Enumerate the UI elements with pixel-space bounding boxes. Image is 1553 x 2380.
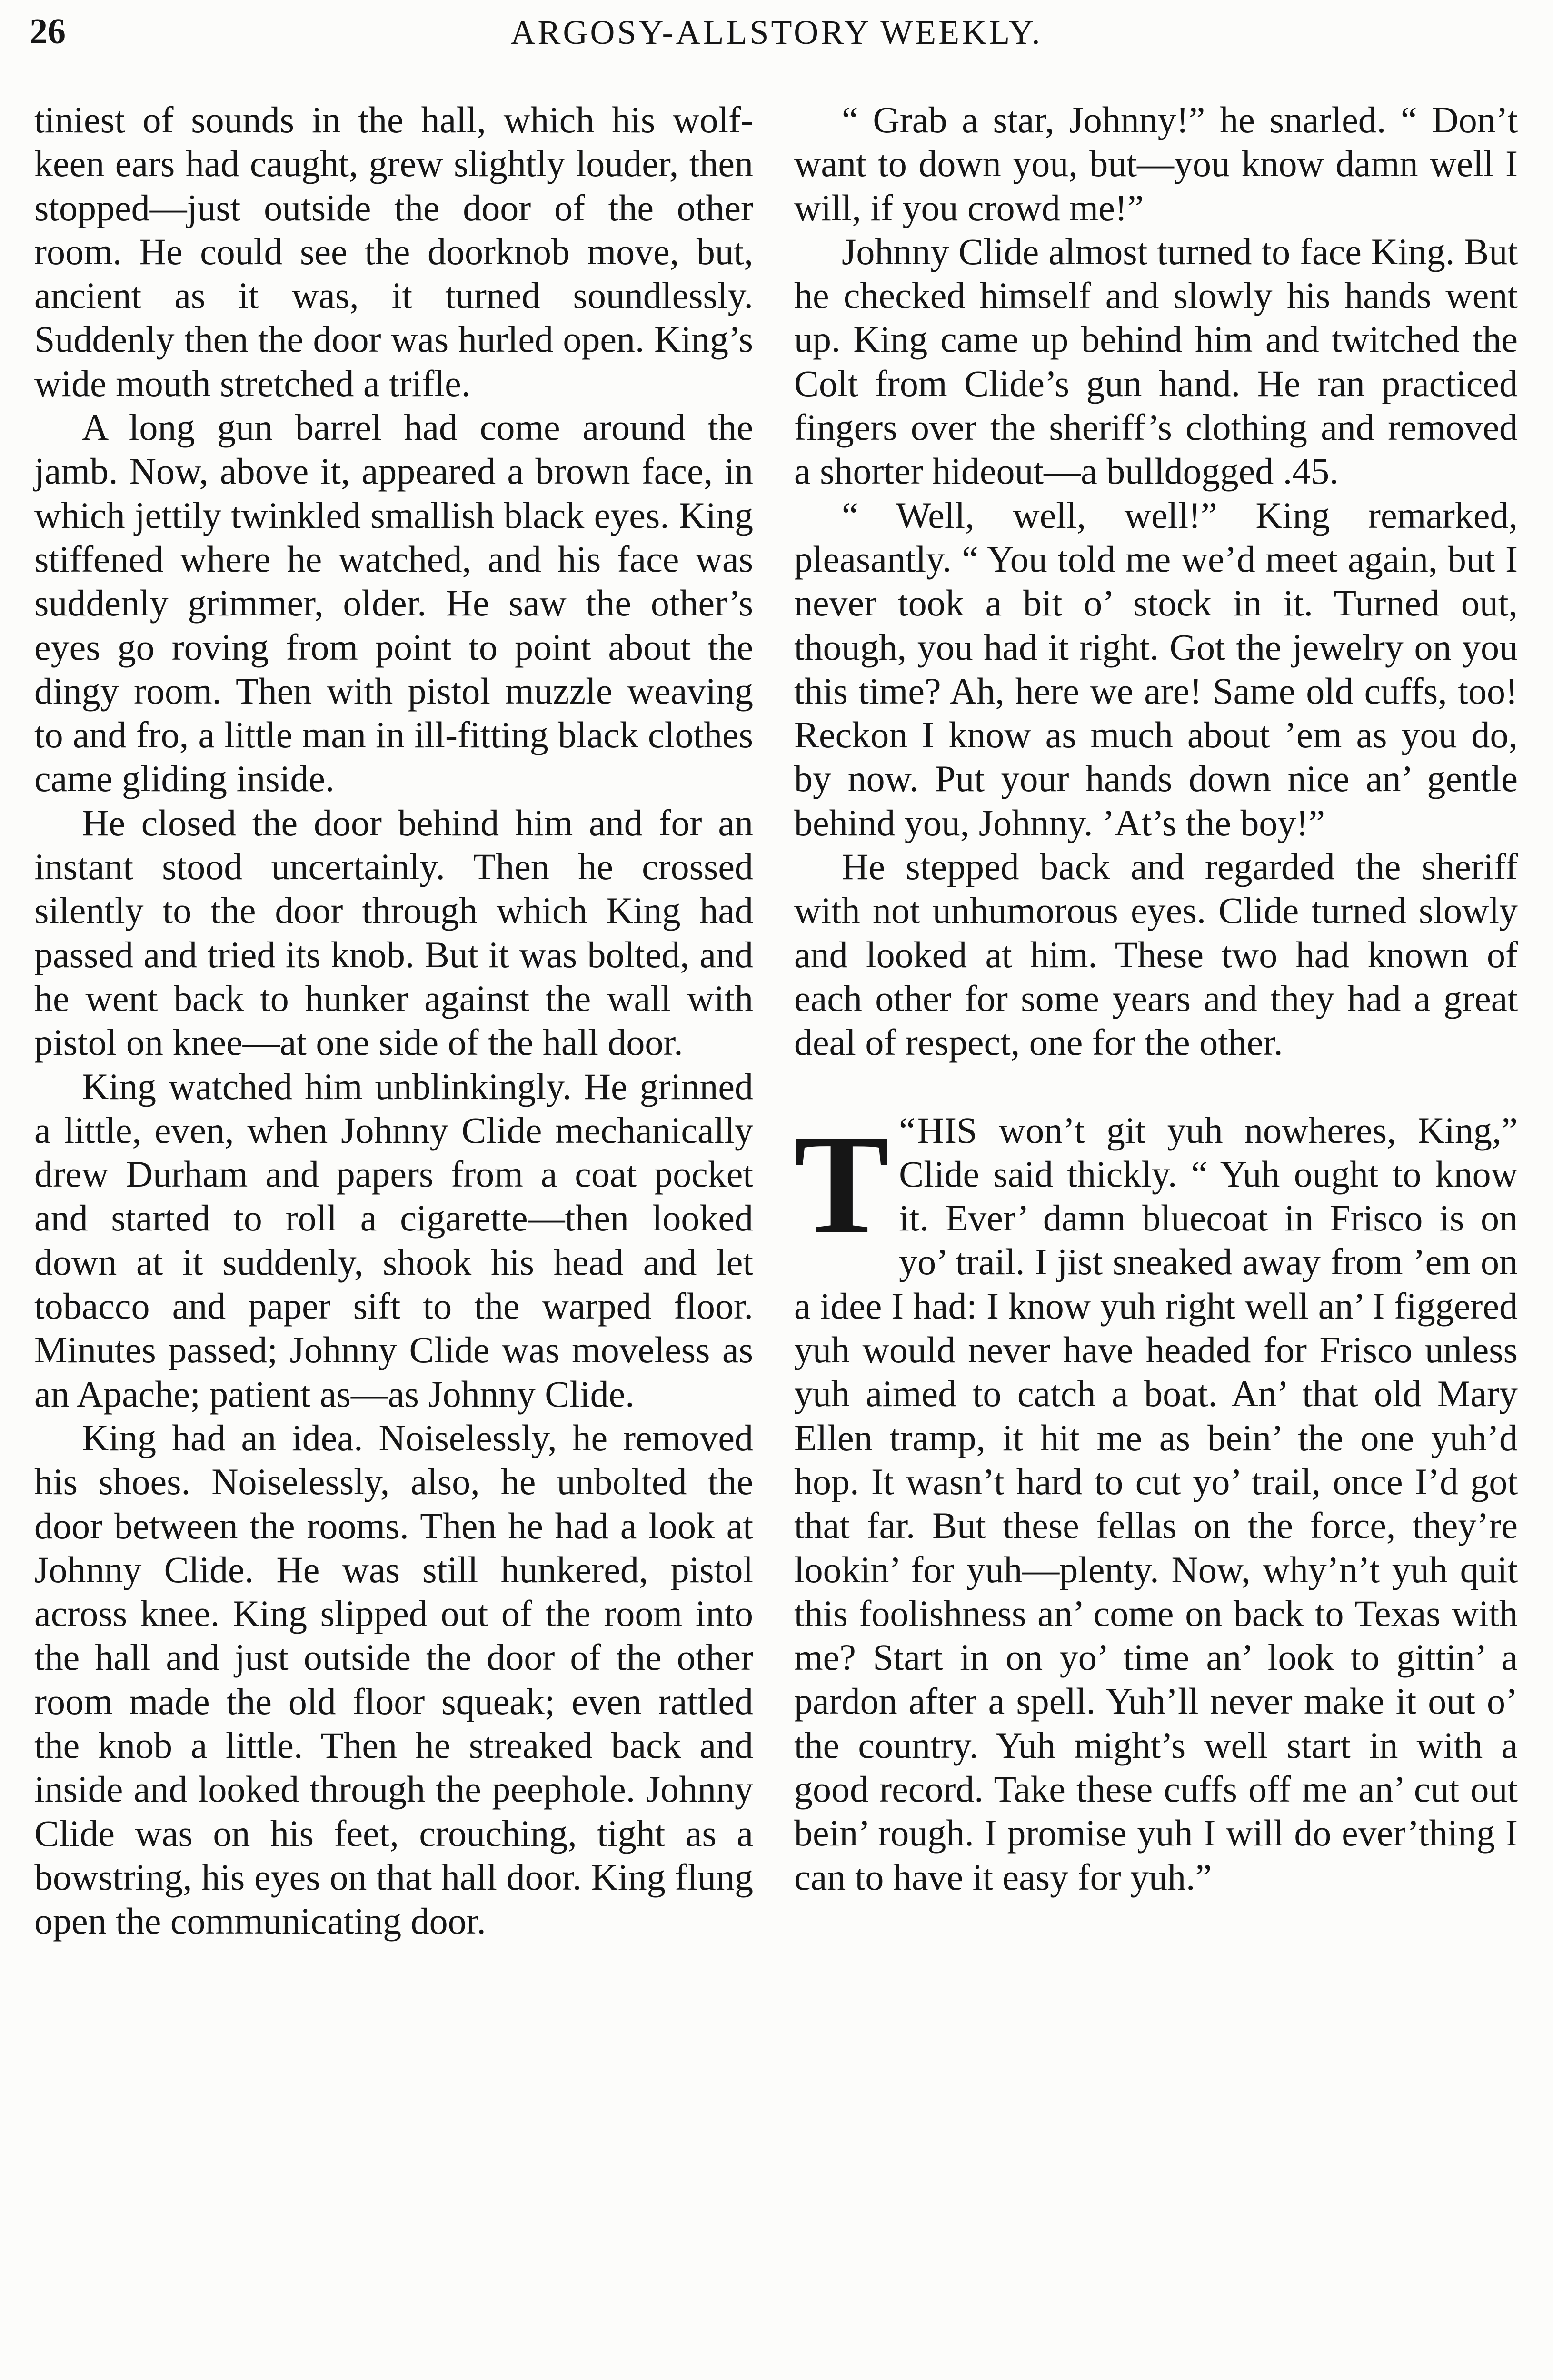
section-opening-paragraph bbox=[794, 1105, 1518, 1899]
paragraph-text: HIS won’t git yuh nowheres, King,” Clide said thickly. “ Yuh ought to know it. Ever’ damn bluecoat in Frisco is on yo’ trail. I jist sneaked away from ’em on a idee I had: I know yuh right well an’ I figgered yuh would never have headed for Frisco unless yuh aimed to catch a boat. An’ that old Mary Ellen tramp, it hit me as bein’ the one yuh’d hop. It wasn’t hard to cut yo’ trail, once I’d got that far. But these fellas on the force, they’re lookin’ for yuh—plenty. Now, why’n’t yuh quit this foolishness an’ come on back to Texas with me? Start in on yo’ time an’ look to gittin’ a pardon after a spell. Yuh’ll never make it out o’ the country. Yuh might’s well start in with a good record. Take these cuffs off me an’ cut out bein’ rough. I promise yuh I will do ever’thing I can to have it easy for yuh.” bbox=[794, 1109, 1518, 1898]
paragraph: “ Well, well, well!” King remarked, pleasantly. “ You told me we’d meet again, but I never took a bit o’ stock in it. Turned out, though, you had it right. Got the jewelry on you this time? Ah, here we are! Same old cuffs, too! Reckon I know as much about ’em as you do, by now. Put your hands down nice an’ gentle behind you, Johnny. ’At’s the boy!” bbox=[794, 494, 1518, 843]
paragraph: tiniest of sounds in the hall, which his wolf-keen ears had caught, grew slightly louder, then stopped—just outside the door of the other room. He could see the doorknob move, but, ancient as it was, it turned soundlessly. Suddenly then the door was hurled open. King’s wide mouth stretched a trifle. bbox=[34, 99, 753, 404]
left-column bbox=[34, 98, 753, 1943]
drop-cap: T bbox=[794, 1105, 890, 1263]
paragraph: Johnny Clide almost turned to face King. But he checked himself and slowly his hands went up. King came up behind him and twitched the Colt from Clide’s gun hand. He ran practiced fingers over the sheriff’s clothing and removed a shorter hideout—a bulldogged .45. bbox=[794, 230, 1518, 492]
running-title: ARGOSY-ALLSTORY WEEKLY. bbox=[510, 13, 1043, 51]
paragraph: He closed the door behind him and for an instant stood uncertainly. Then he crossed silently to the door through which King had passed and tried its knob. But it was bolted, and he went back to hunker against the wall with pistol on knee—at one side of the hall door. bbox=[34, 802, 753, 1063]
opening-quote: “ bbox=[899, 1109, 916, 1151]
paragraph: King had an idea. Noiselessly, he removed his shoes. Noiselessly, also, he unbolted the door between the rooms. Then he had a look at Johnny Clide. He was still hunkered, pistol across knee. King slipped out of the room into the hall and just outside the door of the other room made the old floor squeak; even rattled the knob a little. Then he streaked back and inside and looked through the peephole. Johnny Clide was on his feet, crouching, tight as a bowstring, his eyes on that hall door. King flung open the communicating door. bbox=[34, 1417, 753, 1942]
right-column bbox=[794, 98, 1518, 1899]
section-break bbox=[794, 1065, 1518, 1109]
paragraph: He stepped back and regarded the sheriff with not unhumorous eyes. Clide turned slowly and looked at him. These two had known of each other for some years and they had a great deal of respect, one for the other. bbox=[794, 846, 1518, 1063]
paragraph: King watched him unblinkingly. He grinned a little, even, when Johnny Clide mechanically drew Durham and papers from a coat pocket and started to roll a cigarette—then looked down at it suddenly, shook his head and let tobacco and paper sift to the warped floor. Minutes passed; Johnny Clide was moveless as an Apache; patient as—as Johnny Clide. bbox=[34, 1065, 753, 1415]
paragraph: A long gun barrel had come around the jamb. Now, above it, appeared a brown face, in which jettily twinkled smallish black eyes. King stiffened where he watched, and his face was suddenly grimmer, older. He saw the other’s eyes go roving from point to point about the dingy room. Then with pistol muzzle weaving to and fro, a little man in ill-fitting black clothes came gliding inside. bbox=[34, 407, 753, 800]
paragraph: “ Grab a star, Johnny!” he snarled. “ Don’t want to down you, but—you know damn well I will, if you crowd me!” bbox=[794, 99, 1518, 228]
page-number: 26 bbox=[30, 11, 66, 51]
